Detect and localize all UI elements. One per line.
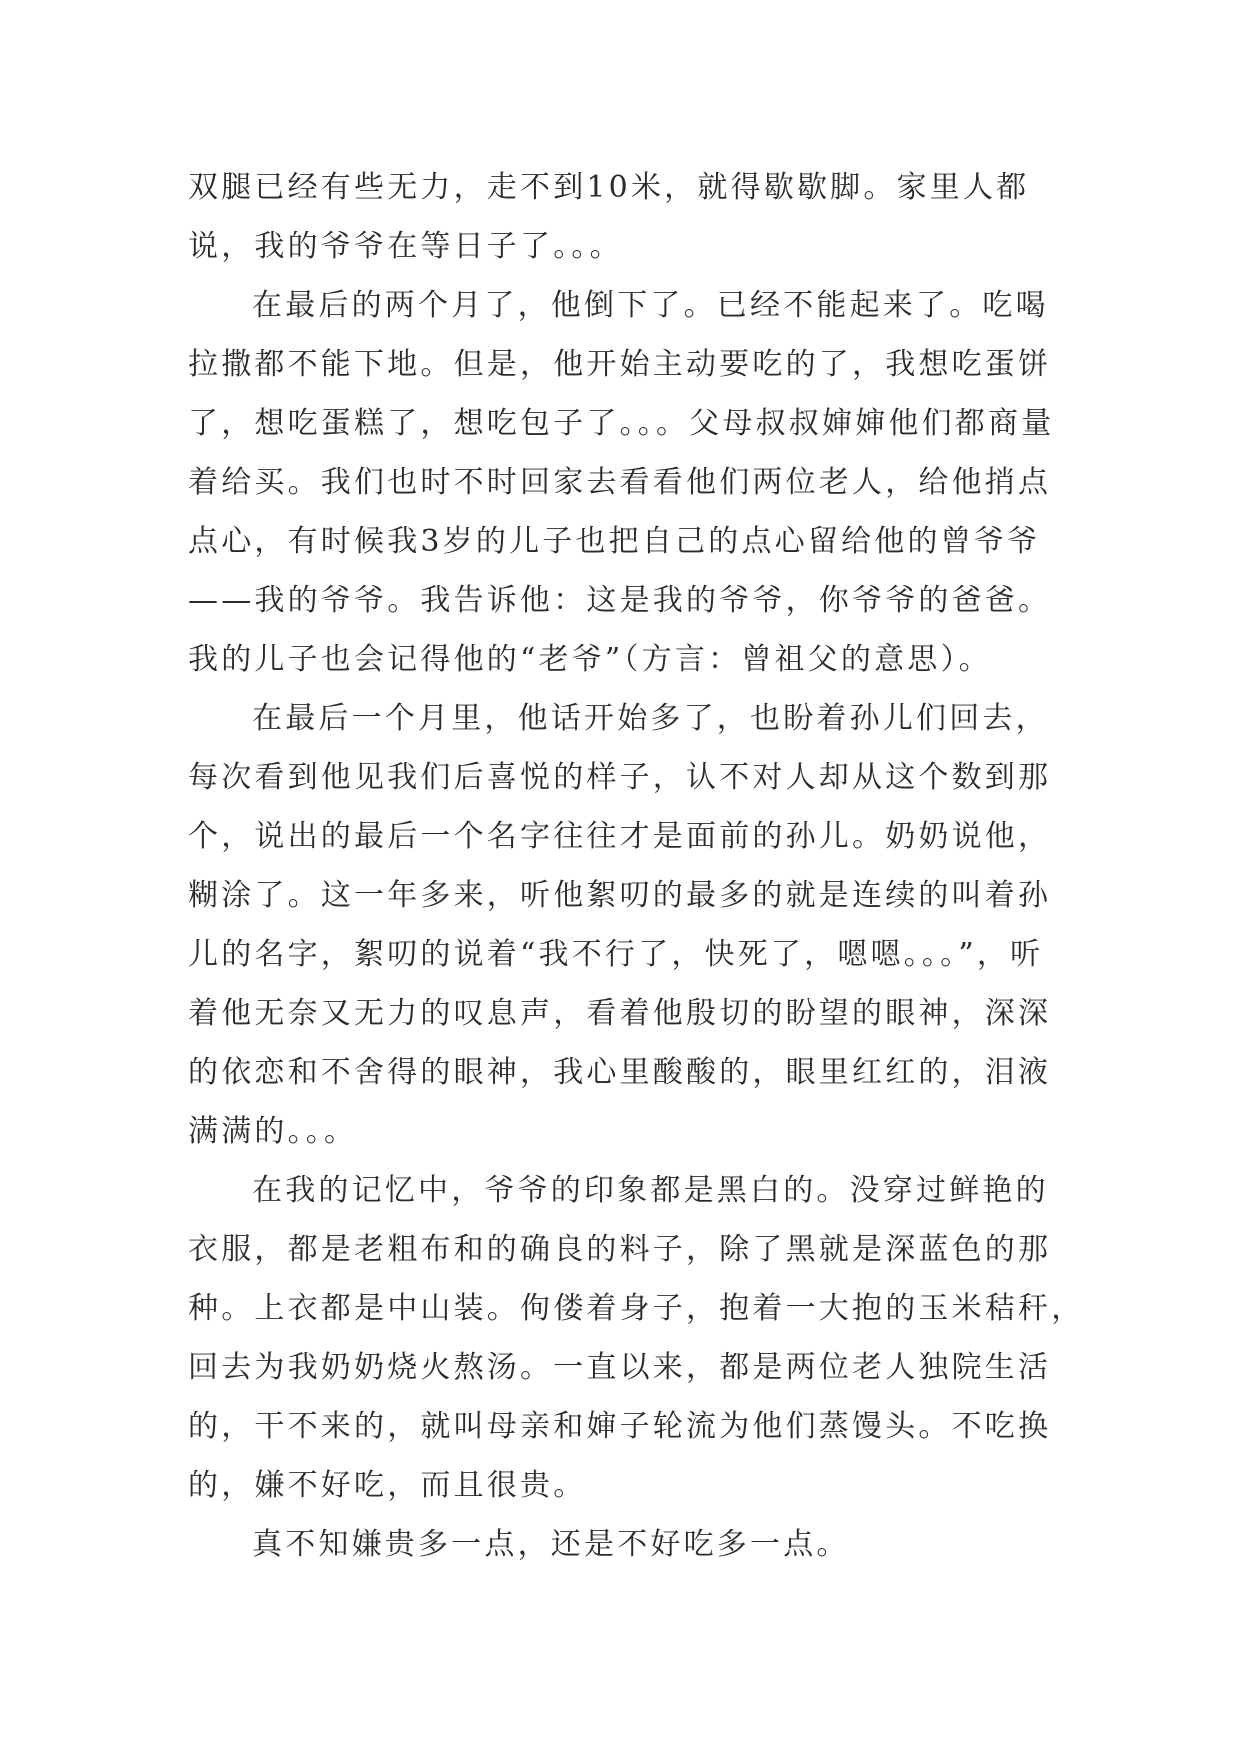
text-line-20: 种。上衣都是中山装。佝偻着身子，抱着一大抱的玉米秸秆， xyxy=(188,1291,1085,1326)
text-line-8: ——我的爷爷。我告诉他：这是我的爷爷，你爷爷的爸爸。 xyxy=(188,583,1052,618)
text-line-5: 了，想吃蛋糕了，想吃包子了。。。父母叔叔婶婶他们都商量 xyxy=(188,406,1055,441)
paragraph-start-line: 在最后的两个月了，他倒下了。已经不能起来了。吃喝 xyxy=(252,288,1049,323)
text-line-2: 说，我的爷爷在等日子了。。。 xyxy=(188,229,623,264)
text-line-12: 个，说出的最后一个名字往往才是面前的孙儿。奶奶说他， xyxy=(188,819,1052,854)
text-line-6: 着给买。我们也时不时回家去看看他们两位老人，给他捎点 xyxy=(188,465,1052,500)
paragraph-start-line: 在我的记忆中，爷爷的印象都是黑白的。没穿过鲜艳的 xyxy=(252,1173,1049,1208)
text-line-1: 双腿已经有些无力，走不到10米，就得歇歇脚。家里人都 xyxy=(188,170,1030,205)
text-line-22: 的，干不来的，就叫母亲和婶子轮流为他们蒸馒头。不吃换 xyxy=(188,1409,1052,1444)
text-line-14: 儿的名字，絮叨的说着“我不行了，快死了，嗯嗯。。。”，听 xyxy=(188,937,1044,972)
body-text xyxy=(188,158,1085,1574)
text-line-4: 拉撒都不能下地。但是，他开始主动要吃的了，我想吃蛋饼 xyxy=(188,347,1052,382)
text-line-13: 糊涂了。这一年多来，听他絮叨的最多的就是连续的叫着孙 xyxy=(188,878,1052,913)
text-line-23: 的，嫌不好吃，而且很贵。 xyxy=(188,1468,587,1503)
text-line-19: 衣服，都是老粗布和的确良的料子，除了黑就是深蓝色的那 xyxy=(188,1232,1052,1267)
text-line-9: 我的儿子也会记得他的“老爷”（方言：曾祖父的意思）。 xyxy=(188,642,992,677)
paragraph-start-line: 真不知嫌贵多一点，还是不好吃多一点。 xyxy=(252,1527,850,1562)
paragraph-start-line: 在最后一个月里，他话开始多了，也盼着孙儿们回去， xyxy=(252,701,1049,736)
text-line-16: 的依恋和不舍得的眼神，我心里酸酸的，眼里红红的，泪液 xyxy=(188,1055,1052,1090)
text-line-17: 满满的。。。 xyxy=(188,1114,358,1149)
text-line-21: 回去为我奶奶烧火熬汤。一直以来，都是两位老人独院生活 xyxy=(188,1350,1052,1385)
text-line-15: 着他无奈又无力的叹息声，看着他殷切的盼望的眼神，深深 xyxy=(188,996,1052,1031)
text-line-11: 每次看到他见我们后喜悦的样子，认不对人却从这个数到那 xyxy=(188,760,1052,795)
text-line-7: 点心，有时候我3岁的儿子也把自己的点心留给他的曾爷爷 xyxy=(188,524,1041,559)
